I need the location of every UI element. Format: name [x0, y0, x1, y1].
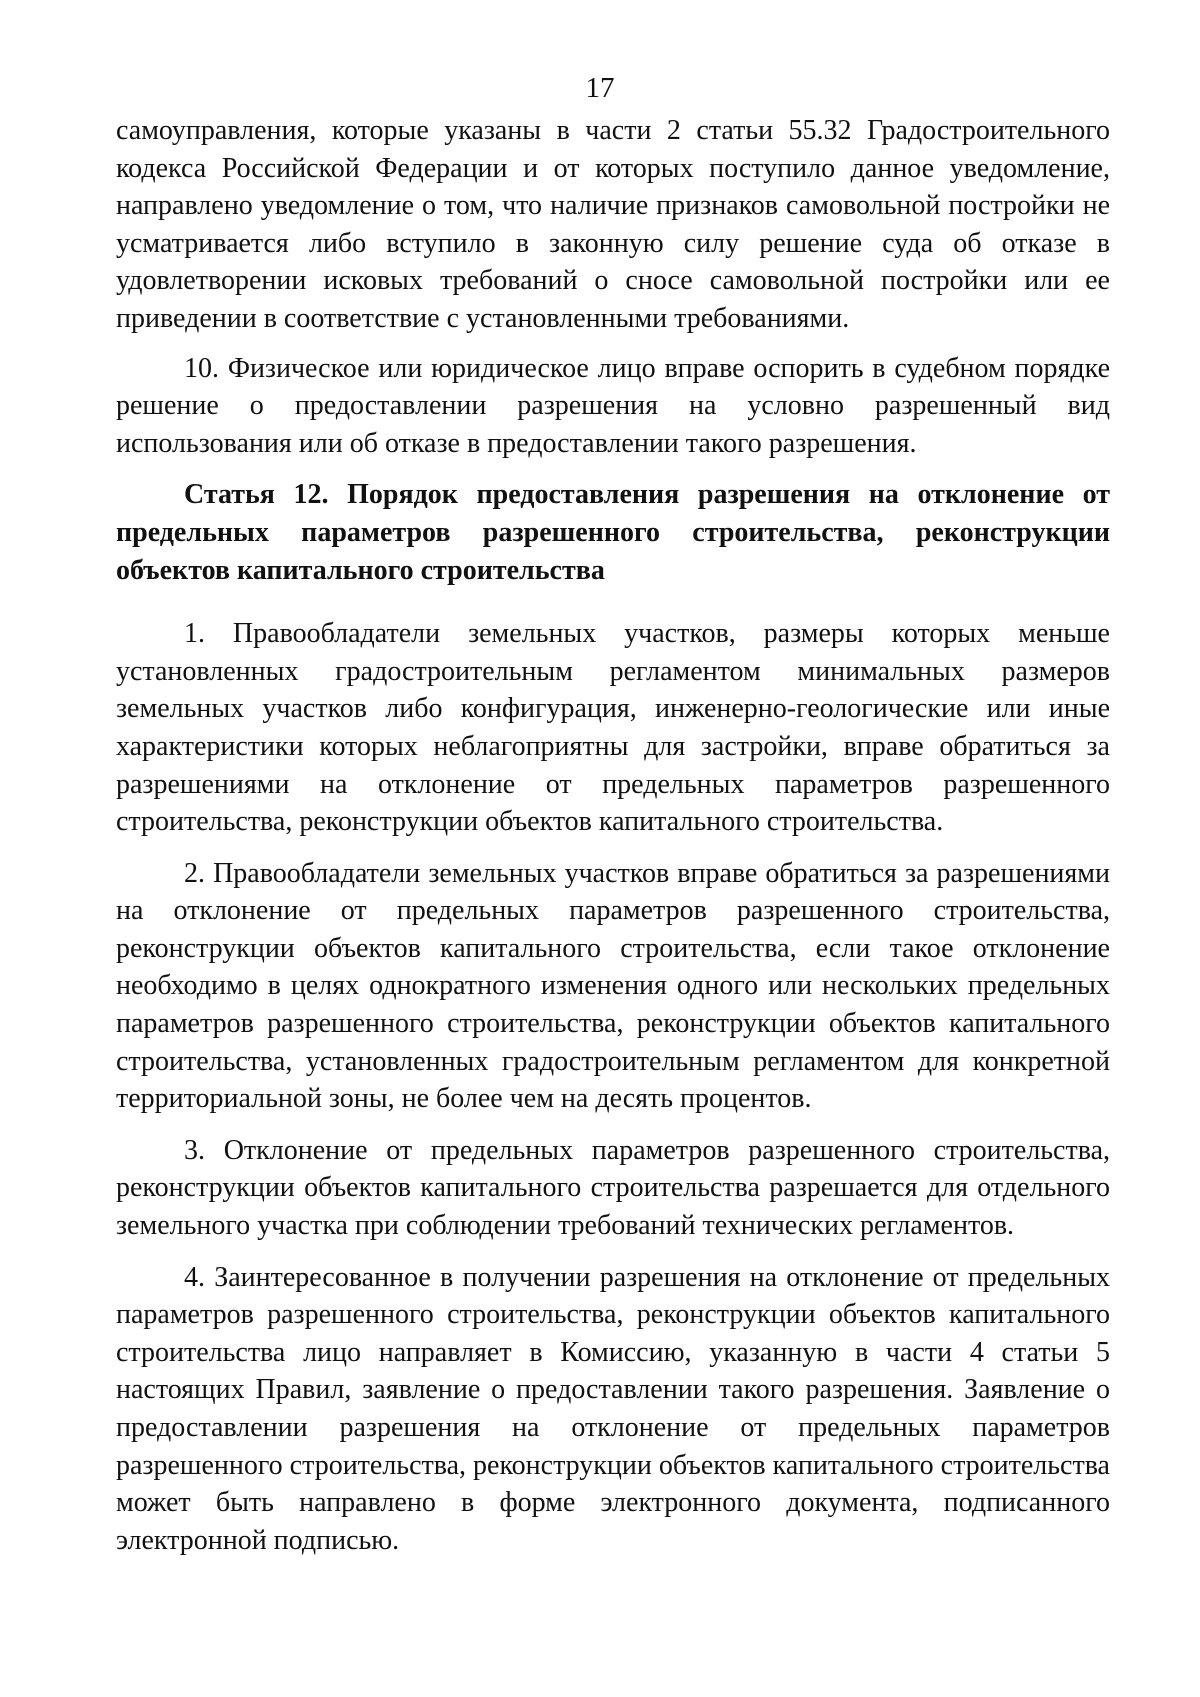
article-heading: Статья 12. Порядок предоставления разрешения на отклонение от предельных параметров разрешенного строительства, реконструкции объектов капитального строительства — [116, 479, 1110, 586]
article-item-1: 1. Правообладатели земельных участков, размеры которых меньше установленных градостроительным регламентом минимальных размеров земельных участков либо конфигурация, инженерно-геологические или иные характеристики которых неблагоприятны для застройки, вправе обратиться за разрешениями на отклонение от предельных параметров разрешенного строительства, реконструкции объектов капитального строительства. — [116, 618, 1110, 838]
document-body — [116, 112, 1110, 1573]
page-number: 17 — [585, 72, 615, 104]
article-item-3: 3. Отклонение от предельных параметров разрешенного строительства, реконструкции объектов капитального строительства разрешается для отдельного земельного участка при соблюдении требований технических регламентов. — [116, 1134, 1110, 1242]
paragraph-continuation: самоуправления, которые указаны в части 2 статьи 55.32 Градостроительного кодекса Российской Федерации и от которых поступило данное уведомление, направлено уведомление о том, что наличие признаков самовольной постройки не усматривается либо вступило в законную силу решение суда об отказе в удовлетворении исковых требований о сносе самовольной постройки или ее приведении в соответствие с установленными требованиями. — [116, 115, 1110, 334]
article-item-2: 2. Правообладатели земельных участков вправе обратиться за разрешениями на отклонение от предельных параметров разрешенного строительства, реконструкции объектов капитального строительства, если такое отклонение необходимо в целях однократного изменения одного или нескольких предельных параметров разрешенного строительства, реконструкции объектов капитального строительства, установленных градостроительным регламентом для конкретной территориальной зоны, не более чем на десять процентов. — [116, 857, 1110, 1115]
article-item-4: 4. Заинтересованное в получении разрешения на отклонение от предельных параметров разрешенного строительства, реконструкции объектов капитального строительства лицо направляет в Комиссию, указанную в части 4 статьи 5 настоящих Правил, заявление о предоставлении такого разрешения. Заявление о предоставлении разрешения на отклонение от предельных параметров разрешенного строительства, реконструкции объектов капитального строительства может быть направлено в форме электронного документа, подписанного электронной подписью. — [116, 1261, 1110, 1556]
paragraph-item-10: 10. Физическое или юридическое лицо вправе оспорить в судебном порядке решение о предоставлении разрешения на условно разрешенный вид использования или об отказе в предоставлении такого разрешения. — [116, 352, 1110, 459]
